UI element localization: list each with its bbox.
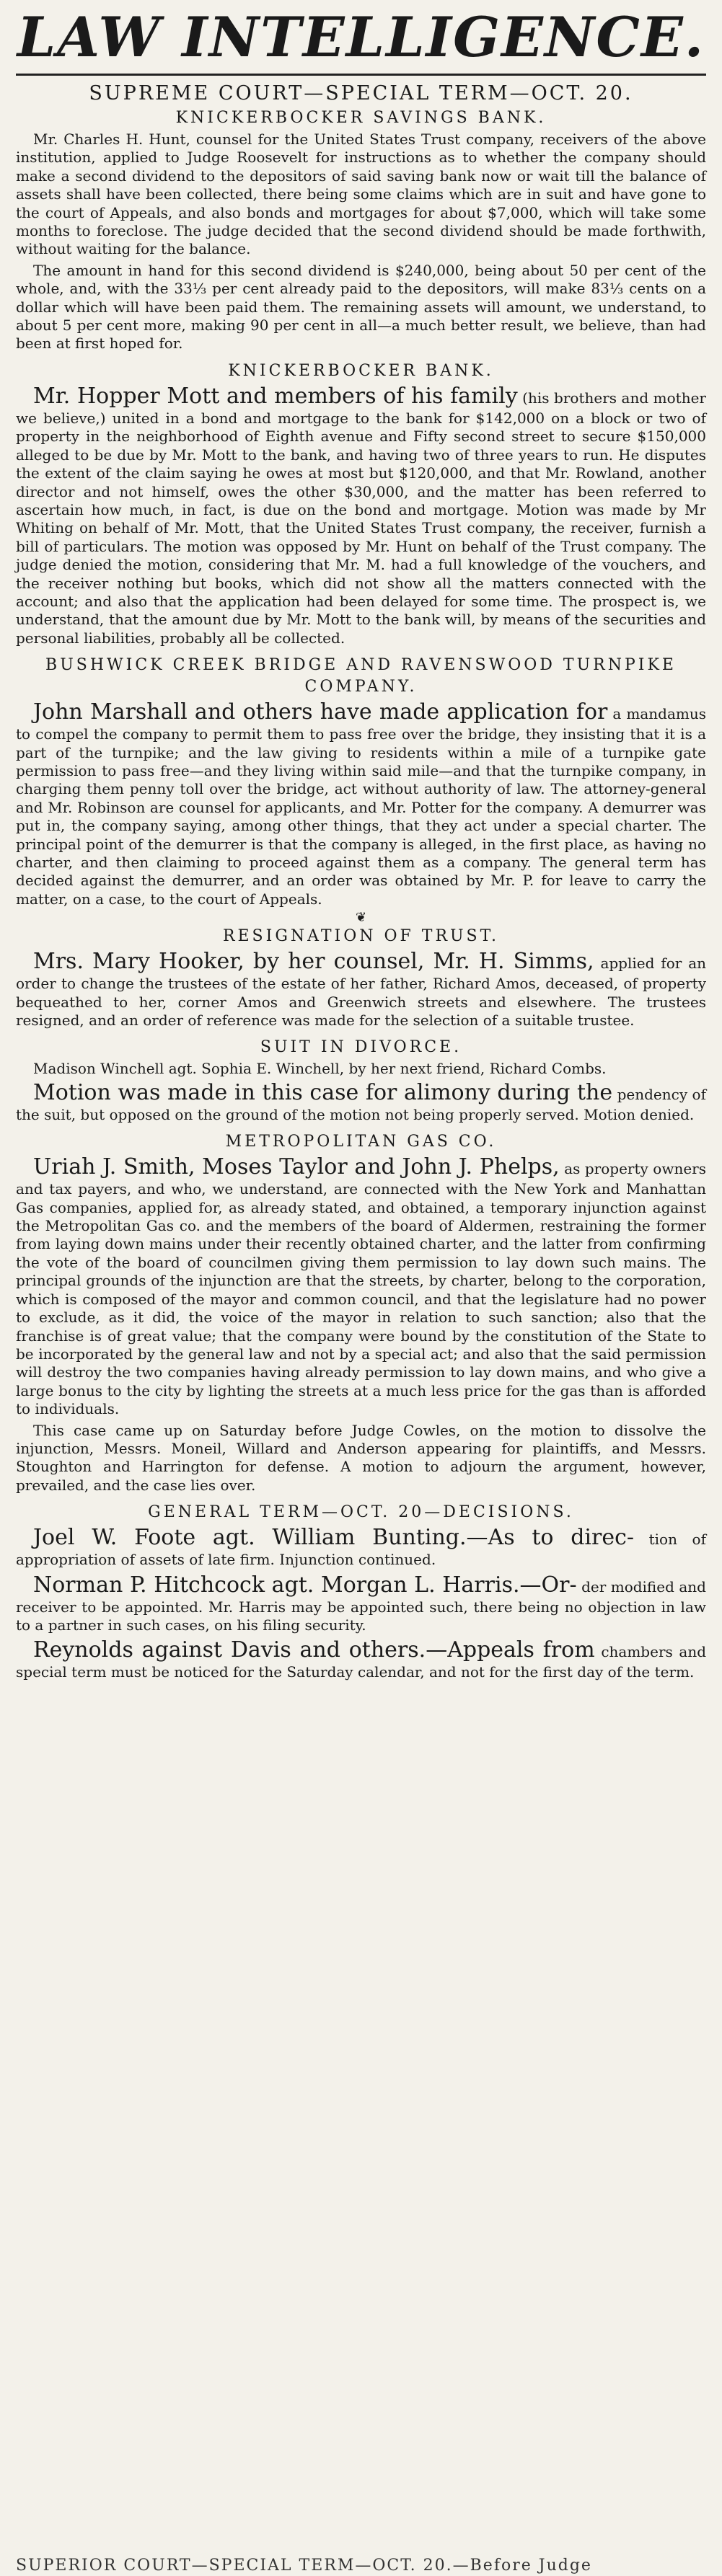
paragraph-text: pendency of the suit, but opposed on the ground of the motion not being properly served. Motion denied. [16, 1085, 706, 1123]
section-suit-in-divorce [16, 1037, 706, 1124]
paragraph-lead: John Marshall and others have made application for [33, 699, 608, 725]
paragraph-lead: Mrs. Mary Hooker, by her counsel, Mr. H. Simms, [33, 949, 594, 975]
paragraph-lead: Joel W. Foote agt. William Bunting.—As to direc- [33, 1525, 635, 1551]
truncated-next-heading: SUPERIOR COURT—SPECIAL TERM—OCT. 20.—Before Judge [16, 2557, 592, 2575]
article-paragraph: The amount in hand for this second dividend is $240,000, being about 50 per cent of the whole, and, with the 33⅓ per cent already paid to the depositors, will make 83⅓ cents on a dollar which will have been paid them. The remaining assets will amount, we understand, to about 5 per cent more, making 90 per cent in all—a much better result, we believe, than had been at first hoped for. [16, 261, 706, 353]
article-paragraph [16, 1154, 706, 1418]
article-paragraph [16, 699, 706, 908]
paragraph-lead: Mr. Hopper Mott and members of his family [33, 383, 518, 409]
paragraph-lead: Uriah J. Smith, Moses Taylor and John J. Phelps, [33, 1154, 560, 1180]
paragraph-text: applied for an order to change the trustees of the estate of her father, Richard Amos, deceased, of property bequeathed to her, corner Amos and Greenwich streets and elsewhere. The trustees resigned, and an order of reference was made for the selection of a suitable trustee. [16, 955, 707, 1030]
paragraph-lead: Reynolds against Davis and others.—Appeals from [33, 1637, 595, 1663]
section-metropolitan-gas [16, 1131, 706, 1495]
article-paragraph: This case came up on Saturday before Judge Cowles, on the motion to dissolve the injunction, Messrs. Moneil, Willard and Anderson appearing for plaintiffs, and Messrs. Stoughton and Harrington for defense. A motion to adjourn the argument, however, prevailed, and the case lies over. [16, 1421, 706, 1494]
section-knickerbocker-bank [16, 360, 706, 647]
paragraph-text: a mandamus to compel the company to permit them to pass free over the bridge, they insisting that it is a part of the turnpike; and the law giving to residents within a mile of a turnpike gate permission to pass free—and they living within said mile—and that the turnpike company, in charging them penny toll over the bridge, act without authority of law. The attorney-general and Mr. Robinson are counsel for applicants, and Mr. Potter for the company. A demurrer was put in, the company saying, among other things, that they act under a special charter. The principal point of the demurrer is that the company is alleged, in the first place, as having no charter, and then claiming to proceed against them as a company. The general term has decided against the demurrer, and an order was obtained by Mr. P. for leave to carry the matter, on a case, to the court of Appeals. [16, 705, 706, 908]
paragraph-text: tion of appropriation of assets of late firm. Injunction continued. [16, 1531, 706, 1569]
section-heading: KNICKERBOCKER BANK. [228, 361, 494, 380]
masthead: LAW INTELLIGENCE. [17, 5, 705, 69]
article-paragraph: Mr. Charles H. Hunt, counsel for the United States Trust company, receivers of the above institution, applied to Judge Roosevelt for instructions as to whether the company should make a second dividend to the depositors of said saving bank now or wait till the balance of assets shall have been collected, there being some claims which are in suit and have gone to the court of Appeals, and also bonds and mortgages for about $7,000, which will take some months to foreclose. The judge decided that the second dividend should be made forthwith, without waiting for the balance. [16, 130, 706, 258]
court-heading: SUPREME COURT—SPECIAL TERM—OCT. 20. [89, 82, 633, 105]
masthead-rule [16, 74, 706, 76]
article-paragraph [16, 949, 706, 1030]
section-resignation-of-trust [16, 926, 706, 1030]
section-heading: RESIGNATION OF TRUST. [222, 927, 500, 946]
decision-entry [16, 1637, 706, 1681]
paragraph-text: as property owners and tax payers, and who, we understand, are connected with the New York and Manhattan Gas companies, applied for, as already stated, and obtained, a temporary injunction against the Metropolitan Gas co. and the members of the board of Aldermen, restraining the former from laying down mains under their recently obtained charter, and the latter from confirming the vote of the board of councilmen giving them permission to lay down such mains. The principal grounds of the injunction are that the streets, by charter, belong to the corporation, which is composed of the mayor and common council, and that the legislature had no power to exclude, as it did, the voice of the mayor in relation to such sanction; also that the franchise is of great value; that the company were bound by the constitution of the State to be incorporated by the general law and not by a special act; and also that the said permission will destroy the two companies having already permission to lay down mains, and who give a large bonus to the city by lighting the streets at a much less price for the gas than is afforded to individuals. [16, 1160, 707, 1418]
section-heading: METROPOLITAN GAS CO. [225, 1133, 497, 1151]
section-general-term-decisions [16, 1502, 706, 1682]
paragraph-lead: Norman P. Hitchcock agt. Morgan L. Harris.—Or- [33, 1572, 577, 1598]
section-bushwick-bridge [16, 655, 706, 908]
section-heading: SUIT IN DIVORCE. [260, 1038, 462, 1057]
paragraph-text: der modified and receiver to be appointed. Mr. Harris may be appointed such, there being no objection in law to a partner in such cases, on his filing security. [16, 1577, 706, 1634]
decision-entry [16, 1572, 706, 1635]
paragraph-text: (his brothers and mother we believe,) united in a bond and mortgage to the bank for $142,000 on a block or two of property in the neighborhood of Eighth avenue and Fifty second street to secure $150,000 alleged to be due by Mr. Mott to the bank, and having two of three years to run. He disputes the extent of the claim saying he owes at most but $120,000, and that Mr. Rowland, another director and not himself, owes the other $30,000, and the matter has been referred to ascertain how much, in fact, is due on the bond and mortgage. Motion was made by Mr Whiting on behalf of Mr. Mott, that the United States Trust company, the receiver, furnish a bill of particulars. The motion was opposed by Mr. Hunt on behalf of the Trust company. The judge denied the motion, considering that Mr. M. had a full knowledge of the vouchers, and the receiver nothing but books, which did not show all the matters connected with the account; and also that the application had been delayed for some time. The prospect is, we understand, that the amount due by Mr. Mott to the bank will, by means of the securities and personal liabilities, probably all be collected. [16, 389, 706, 647]
case-parties: Madison Winchell agt. Sophia E. Winchell, by her next friend, Richard Combs. [33, 1060, 607, 1078]
section-heading: KNICKERBOCKER SAVINGS BANK. [175, 109, 547, 127]
paragraph-lead: Motion was made in this case for alimony during the [33, 1079, 613, 1105]
section-heading: GENERAL TERM—OCT. 20—DECISIONS. [148, 1503, 574, 1522]
section-heading: BUSHWICK CREEK BRIDGE AND RAVENSWOOD TURNPIKE COMPANY. [45, 656, 677, 696]
section-savings-bank [16, 107, 706, 353]
article-paragraph [16, 384, 706, 647]
divider-ornament: ❦ [355, 910, 367, 926]
article-paragraph [16, 1080, 706, 1124]
decision-entry [16, 1525, 706, 1569]
paragraph-text: chambers and special term must be noticed for the Saturday calendar, and not for the first day of the term. [16, 1643, 707, 1681]
